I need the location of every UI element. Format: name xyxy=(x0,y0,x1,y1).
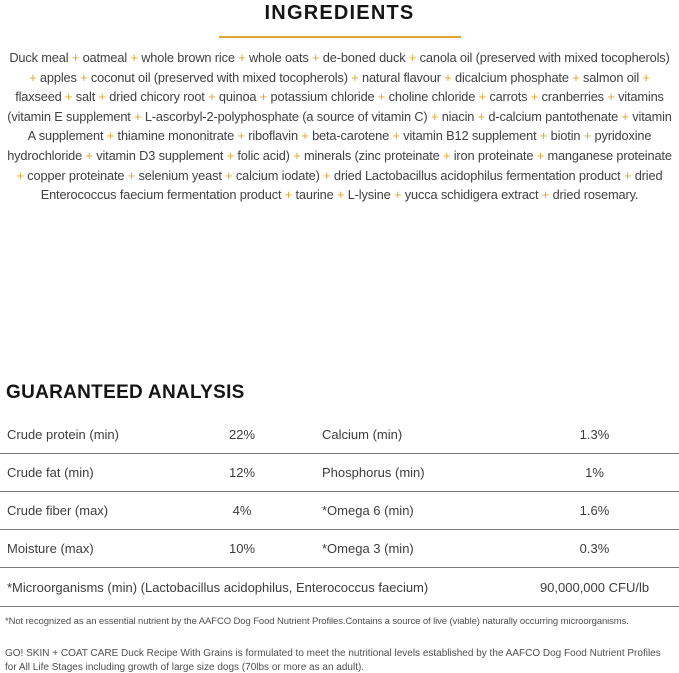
analysis-label: Crude protein (min) xyxy=(7,427,119,442)
ingredient-item: calcium iodate) xyxy=(235,167,320,183)
ingredient-item: folic acid) xyxy=(237,147,290,163)
analysis-row-microorganisms xyxy=(0,568,679,607)
plus-separator: + xyxy=(390,187,405,203)
plus-separator: + xyxy=(347,69,362,85)
analysis-value: 1% xyxy=(585,465,604,480)
ingredient-item: minerals (zinc proteinate xyxy=(303,147,440,163)
analysis-label: *Omega 3 (min) xyxy=(322,541,414,556)
ingredient-item: vitamin D3 supplement xyxy=(96,147,224,163)
analysis-label: Calcium (min) xyxy=(322,427,403,442)
plus-separator: + xyxy=(568,69,583,85)
ingredient-item: dried Enterococcus faecium fermentation product xyxy=(40,167,663,203)
ingredient-item: L-ascorbyl-2-polyphosphate (a source of vitamin C) xyxy=(144,108,428,124)
plus-separator: + xyxy=(536,128,551,144)
plus-separator: + xyxy=(289,147,304,163)
plus-separator: + xyxy=(95,89,110,105)
plus-separator: + xyxy=(440,69,455,85)
plus-separator: + xyxy=(234,128,249,144)
plus-separator: + xyxy=(204,89,219,105)
ingredient-item: dried rosemary. xyxy=(552,187,639,203)
ingredient-item: quinoa xyxy=(218,89,257,105)
analysis-row xyxy=(0,454,679,492)
plus-separator: + xyxy=(603,89,619,105)
ingredient-item: flaxseed xyxy=(15,89,62,105)
plus-separator: + xyxy=(29,69,40,85)
plus-separator: + xyxy=(124,167,139,183)
aafco-statement: GO! SKIN + COAT CARE Duck Recipe With Grains is formulated to meet the nutritional levels established by the AAFCO Dog Food Nutrient Profiles for All Life Stages including growth of large size dogs (70lbs or more as an adult). xyxy=(5,648,661,673)
analysis-value: 10% xyxy=(228,541,256,556)
analysis-label: *Microorganisms (min) (Lactobacillus acidophilus, Enterococcus faecium) xyxy=(7,579,429,595)
ingredient-item: whole brown rice xyxy=(141,50,235,65)
plus-separator: + xyxy=(620,167,635,183)
analysis-label: Crude fat (min) xyxy=(7,465,94,480)
ingredient-item: natural flavour xyxy=(362,69,441,85)
plus-separator: + xyxy=(580,128,595,144)
ingredients-text xyxy=(7,48,672,205)
analysis-row xyxy=(0,530,679,568)
plus-separator: + xyxy=(16,167,28,183)
plus-separator: + xyxy=(527,89,542,105)
analysis-table xyxy=(0,416,679,607)
ingredient-item: pyridoxine hydrochloride xyxy=(7,128,652,163)
ingredient-item: biotin xyxy=(550,128,581,144)
plus-separator: + xyxy=(533,147,548,163)
plus-separator: + xyxy=(374,89,389,105)
ingredient-item: thiamine mononitrate xyxy=(117,128,235,144)
plus-separator: + xyxy=(405,50,420,65)
ingredient-item: cranberries xyxy=(541,89,604,105)
plus-separator: + xyxy=(127,50,142,65)
plus-separator: + xyxy=(427,108,442,124)
ingredient-item: vitamin A supplement xyxy=(27,108,672,144)
ingredient-item: niacin xyxy=(441,108,475,124)
ingredient-item: Duck meal xyxy=(9,50,69,65)
ingredient-item: riboflavin xyxy=(248,128,298,144)
analysis-value: 0.3% xyxy=(579,541,610,556)
ingredient-item: selenium yeast xyxy=(138,167,222,183)
ingredient-item: oatmeal xyxy=(82,50,128,65)
plus-separator: + xyxy=(76,69,91,85)
ingredient-item: salmon oil xyxy=(582,69,640,85)
ingredients-section xyxy=(0,0,679,205)
plus-separator: + xyxy=(297,128,313,144)
guaranteed-analysis-title: GUARANTEED ANALYSIS xyxy=(6,382,245,403)
plus-separator: + xyxy=(474,108,489,124)
plus-separator: + xyxy=(475,89,490,105)
ingredient-item: yucca schidigera extract xyxy=(404,187,539,203)
plus-separator: + xyxy=(61,89,76,105)
asterisk-footnote: *Not recognized as an essential nutrient by the AAFCO Dog Food Nutrient Profiles.Contains a source of live (viable) naturally occurring microorganisms. xyxy=(5,616,629,627)
ingredient-item: coconut oil (preserved with mixed tocopherols) xyxy=(90,69,348,85)
analysis-value: 1.6% xyxy=(579,503,610,518)
plus-separator: + xyxy=(618,108,633,124)
plus-separator: + xyxy=(308,50,323,65)
ingredient-item: dicalcium phosphate xyxy=(454,69,569,85)
analysis-value: 22% xyxy=(228,427,256,442)
analysis-value: 12% xyxy=(228,465,256,480)
plus-separator: + xyxy=(223,147,238,163)
plus-separator: + xyxy=(639,69,650,85)
analysis-label: *Omega 6 (min) xyxy=(322,503,414,518)
analysis-label: Crude fiber (max) xyxy=(7,503,109,518)
plus-separator: + xyxy=(333,187,348,203)
analysis-label: Phosphorus (min) xyxy=(322,465,425,480)
plus-separator: + xyxy=(389,128,404,144)
ingredient-item: dried chicory root xyxy=(109,89,205,105)
ingredient-item: L-lysine xyxy=(347,187,391,203)
plus-separator: + xyxy=(281,187,296,203)
plus-separator: + xyxy=(538,187,553,203)
plus-separator: + xyxy=(103,128,118,144)
analysis-row xyxy=(0,492,679,530)
ingredient-item: beta-carotene xyxy=(312,128,390,144)
ingredient-item: whole oats xyxy=(248,50,309,65)
ingredient-item: apples xyxy=(39,69,77,85)
plus-separator: + xyxy=(439,147,454,163)
ingredient-item: copper proteinate xyxy=(27,167,125,183)
ingredient-item: carrots xyxy=(489,89,528,105)
plus-separator: + xyxy=(130,108,145,124)
plus-separator: + xyxy=(82,147,97,163)
plus-separator: + xyxy=(68,50,83,65)
gold-underline-rule xyxy=(219,36,461,38)
ingredient-item: choline chloride xyxy=(388,89,476,105)
ingredient-item: potassium chloride xyxy=(270,89,375,105)
analysis-value: 1.3% xyxy=(579,427,610,442)
ingredient-item: canola oil (preserved with mixed tocopherols) xyxy=(419,50,670,65)
analysis-row xyxy=(0,416,679,454)
analysis-value: 90,000,000 CFU/lb xyxy=(539,579,650,595)
plus-separator: + xyxy=(221,167,236,183)
ingredient-item: iron proteinate xyxy=(453,147,534,163)
ingredient-item: manganese proteinate xyxy=(547,147,672,163)
ingredient-item: vitamins (vitamin E supplement xyxy=(7,89,664,124)
ingredient-item: taurine xyxy=(295,187,334,203)
ingredient-item: salt xyxy=(75,89,96,105)
plus-separator: + xyxy=(319,167,334,183)
plus-separator: + xyxy=(234,50,249,65)
ingredients-title: INGREDIENTS xyxy=(264,2,415,24)
analysis-label: Moisture (max) xyxy=(7,541,94,556)
ingredient-item: de-boned duck xyxy=(322,50,406,65)
analysis-value: 4% xyxy=(232,503,252,518)
ingredient-item: d-calcium pantothenate xyxy=(488,108,619,124)
plus-separator: + xyxy=(256,89,271,105)
ingredient-item: dried Lactobacillus acidophilus fermentation product xyxy=(333,167,621,183)
ingredient-item: vitamin B12 supplement xyxy=(403,128,537,144)
